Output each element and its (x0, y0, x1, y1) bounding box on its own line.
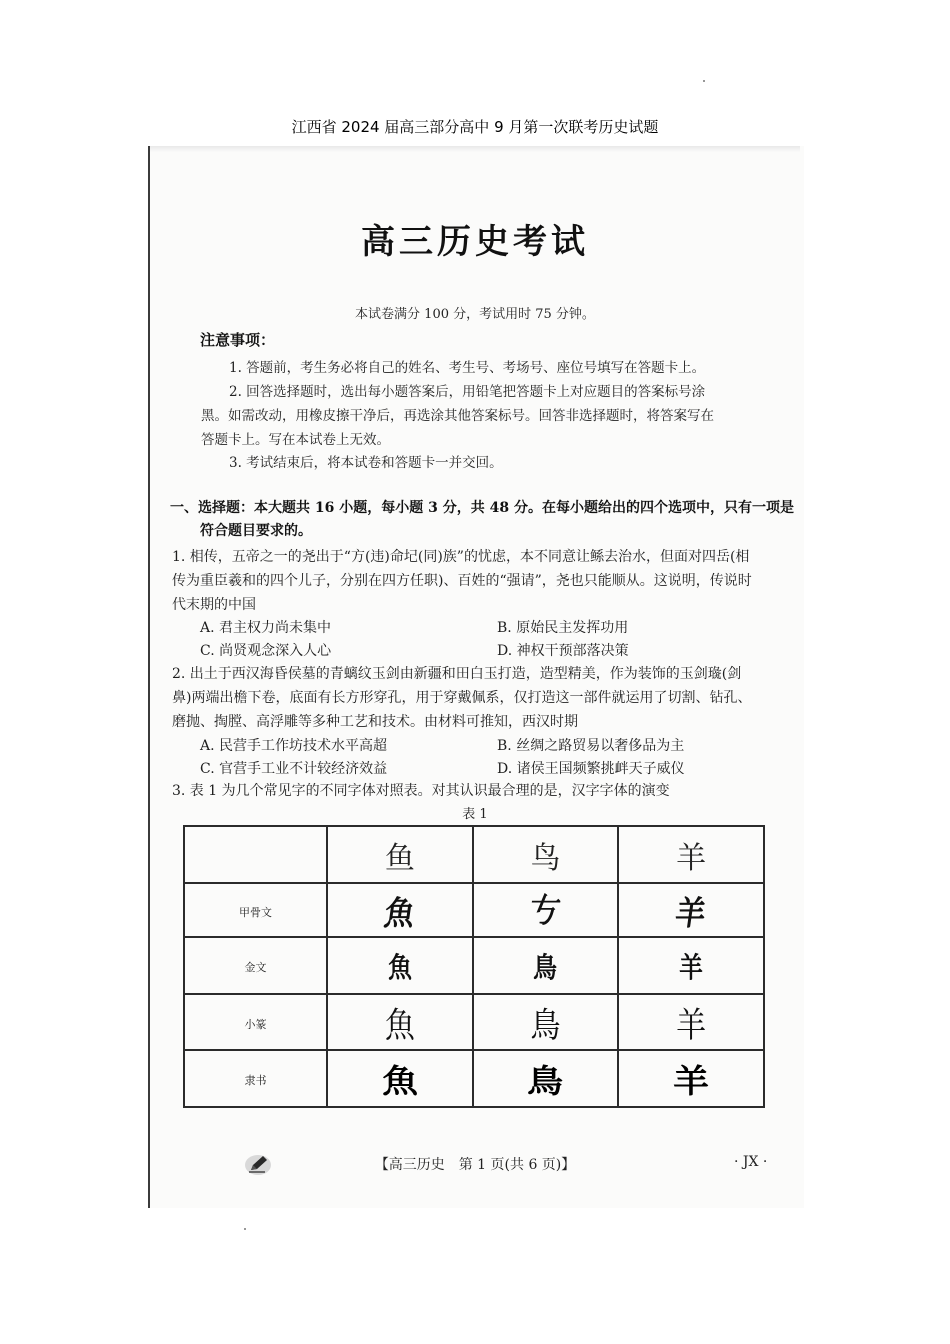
question-1-option-b[interactable]: B. 原始民主发挥功用 (497, 620, 629, 636)
table-row (184, 1050, 764, 1107)
glyph-cell (618, 937, 764, 994)
document-header: 江西省 2024 届高三部分高中 9 月第一次联考历史试题 (291, 118, 659, 136)
table-row (184, 994, 764, 1050)
notice-line: 1. 答题前，考生务必将自己的姓名、考生号、考场号、座位号填写在答题卡上。 (229, 360, 706, 376)
glyph-cell (473, 883, 619, 937)
table-row (184, 883, 764, 937)
bronze-glyph: 鳥 (533, 950, 558, 984)
page-footer: 【高三历史 第 1 页(共 6 页)】 (374, 1157, 576, 1173)
row-header-cell (184, 883, 327, 937)
glyph-cell (327, 937, 473, 994)
notice-line: 2. 回答选择题时，选出每小题答案后，用铅笔把答题卡上对应题目的答案标号涂 (229, 384, 706, 400)
column-char: 鱼 (384, 840, 415, 876)
glyph-cell (618, 883, 764, 937)
glyph-cell (618, 1050, 764, 1107)
table-column-header (327, 826, 473, 883)
question-2-option-a[interactable]: A. 民营手工作坊技术水平高超 (200, 738, 388, 754)
footer-code: · JX · (734, 1154, 768, 1170)
script-comparison-table (183, 825, 765, 1108)
question-1-option-d[interactable]: D. 神权干预部落决策 (497, 643, 629, 659)
clerical-glyph: 魚 (381, 1061, 418, 1100)
glyph-cell (473, 937, 619, 994)
oracle-glyph: 羊 (672, 894, 709, 934)
question-1-text: 代末期的中国 (172, 597, 256, 613)
notice-line: 答题卡上。写在本试卷上无效。 (201, 432, 390, 448)
question-2-text: 鼻)两端出檐下卷，底面有长方形穿孔，用于穿戴佩系，仅打造这一部件就运用了切割、钻孔、 (172, 690, 752, 706)
oracle-glyph: 魚 (381, 894, 417, 934)
notice-title: 注意事项： (200, 331, 276, 349)
table-column-header (473, 826, 619, 883)
question-1-option-a[interactable]: A. 君主权力尚未集中 (200, 620, 332, 636)
oracle-glyph: 𠀁 (527, 892, 563, 931)
row-label: 隶书 (244, 1074, 267, 1087)
glyph-cell (327, 883, 473, 937)
bronze-glyph: 魚 (387, 950, 412, 984)
row-header-cell (184, 994, 327, 1050)
question-2-option-d[interactable]: D. 诸侯王国频繁挑衅天子威仪 (497, 761, 685, 777)
notice-line: 黑。如需改动，用橡皮擦干净后，再选涂其他答案标号。回答非选择题时，将答案写在 (201, 408, 714, 424)
glyph-cell (327, 994, 473, 1050)
question-2-text: 2. 出土于西汉海昏侯墓的青螭纹玉剑由新疆和田白玉打造，造型精美，作为装饰的玉剑璏(剑 (172, 666, 742, 682)
table-corner-cell (184, 826, 327, 883)
row-label: 金文 (244, 961, 267, 974)
section-title: 符合题目要求的。 (200, 523, 312, 539)
exam-title: 高三历史考试 (361, 222, 589, 262)
glyph-cell (618, 994, 764, 1050)
notice-line: 3. 考试结束后，将本试卷和答题卡一并交回。 (229, 455, 503, 471)
section-title: 一、选择题：本大题共 16 小题，每小题 3 分，共 48 分。在每小题给出的四个选项中，只有一项是 (170, 500, 794, 516)
scan-speck (703, 80, 705, 82)
question-1-text: 1. 相传，五帝之一的尧出于“方(违)命圮(同)族”的忧虑，本不同意让鲧去治水，但面对四岳(相 (172, 549, 750, 565)
table-column-header (618, 826, 764, 883)
scan-speck (244, 1228, 246, 1230)
question-1-option-c[interactable]: C. 尚贤观念深入人心 (200, 643, 332, 659)
table-header-row (184, 826, 764, 883)
question-2-option-b[interactable]: B. 丝绸之路贸易以奢侈品为主 (497, 738, 685, 754)
exam-info: 本试卷满分 100 分，考试用时 75 分钟。 (355, 307, 595, 322)
column-char: 鸟 (530, 840, 561, 876)
row-header-cell (184, 1050, 327, 1107)
clerical-glyph: 羊 (673, 1061, 710, 1100)
row-label: 甲骨文 (239, 905, 272, 919)
glyph-cell (327, 1050, 473, 1107)
row-header-cell (184, 937, 327, 994)
glyph-cell (473, 994, 619, 1050)
table-caption: 表 1 (462, 807, 488, 822)
question-3-text: 3. 表 1 为几个常见字的不同字体对照表。对其认识最合理的是，汉字字体的演变 (172, 783, 670, 799)
question-2-option-c[interactable]: C. 官营手工业不计较经济效益 (200, 761, 388, 777)
question-1-text: 传为重臣羲和的四个儿子，分别在四方任职)、百姓的“强请”，尧也只能顺从。这说明，传说时 (172, 573, 752, 589)
table-row (184, 937, 764, 994)
clerical-glyph: 鳥 (527, 1061, 564, 1100)
seal-glyph: 鳥 (530, 1005, 561, 1047)
seal-glyph: 羊 (676, 1005, 707, 1047)
glyph-cell (473, 1050, 619, 1107)
question-2-text: 磨抛、掏膛、高浮雕等多种工艺和技术。由材料可推知，西汉时期 (172, 714, 578, 730)
scan-shadow (150, 146, 800, 152)
bronze-glyph: 羊 (679, 950, 704, 984)
seal-glyph: 魚 (384, 1005, 415, 1047)
row-label: 小篆 (244, 1017, 267, 1031)
column-char: 羊 (676, 840, 707, 876)
